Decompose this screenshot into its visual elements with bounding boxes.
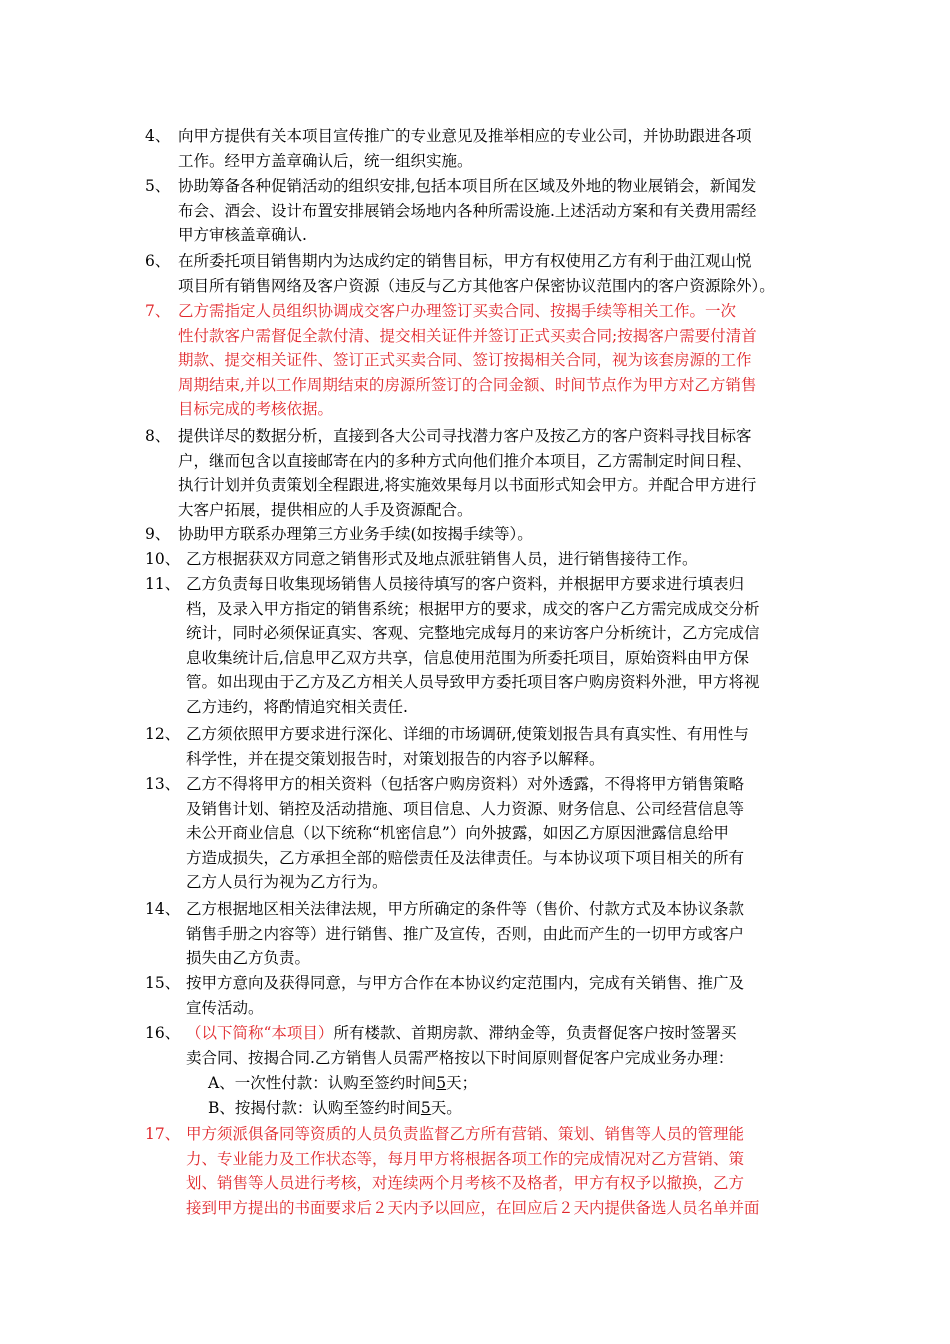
clause-text-line: 乙方违约，将酌情追究相关责任. <box>186 698 408 716</box>
clause-item <box>145 971 835 1020</box>
clause-item <box>145 897 835 971</box>
clause-text-line: 乙方不得将甲方的相关资料（包括客户购房资料）对外透露，不得将甲方销售策略 <box>186 775 745 793</box>
clause-text-line: 向甲方提供有关本项目宣传推广的专业意见及推举相应的专业公司，并协助跟进各项 <box>178 127 752 145</box>
clause-item <box>145 124 835 173</box>
clause-item <box>145 722 835 771</box>
clause-text-line: 管。如出现由于乙方及乙方相关人员导致甲方委托项目客户购房资料外泄，甲方将视 <box>186 673 760 692</box>
clause-text-line: 按甲方意向及获得同意，与甲方合作在本协议约定范围内，完成有关销售、推广及 <box>186 974 745 992</box>
clause-number: 4、 <box>145 127 171 145</box>
clause-text-line: 科学性，并在提交策划报告时，对策划报告的内容予以解释。 <box>186 749 605 768</box>
clause-number: 14、 <box>145 900 181 918</box>
clause-text-line: 目标完成的考核依据。 <box>178 400 334 419</box>
clause-text-line: 户，继而包含以直接邮寄在内的多种方式向他们推介本项目，乙方需制定时间日程、 <box>178 451 752 470</box>
clause-number: 12、 <box>145 725 181 743</box>
clause-text-line: 乙方负责每日收集现场销售人员接待填写的客户资料，并根据甲方要求进行填表归 <box>186 575 745 593</box>
sub-item-days: 5 <box>420 1099 431 1117</box>
clause-text-line: 宣传活动。 <box>186 998 264 1017</box>
sub-item-label: A、一次性付款：认购至签约时间 <box>208 1074 437 1092</box>
clause-item <box>145 572 835 720</box>
clause-item <box>145 174 835 248</box>
clause-text-line: 力、专业能力及工作状态等，每月甲方将根据各项工作的完成情况对乙方营销、策 <box>186 1149 745 1168</box>
clause-text-line: 乙方根据地区相关法律法规，甲方所确定的条件等（售价、付款方式及本协议条款 <box>186 900 745 918</box>
clause-number: 7、 <box>145 302 171 320</box>
clause-text-line: 期款、提交相关证件、签订正式买卖合同、签订按揭相关合同，视为该套房源的工作 <box>178 351 752 370</box>
clause-text-line: 接到甲方提出的书面要求后２天内予以回应，在回应后２天内提供备选人员名单并面 <box>186 1198 760 1217</box>
clause-number: 6、 <box>145 252 171 270</box>
clause-text-line: 及销售计划、销控及活动措施、项目信息、人力资源、财务信息、公司经营信息等 <box>186 799 745 818</box>
clause-number: 16、 <box>145 1024 181 1042</box>
sub-item-suffix: 天； <box>446 1074 478 1092</box>
sub-item-label: B、按揭付款：认购至签约时间 <box>208 1099 421 1117</box>
clause-item <box>145 547 835 572</box>
clause-text-line: 统计，同时必须保证真实、客观、完整地完成每月的来访客户分析统计，乙方完成信 <box>186 624 760 643</box>
clause-text-line: 档，及录入甲方指定的销售系统；根据甲方的要求，成交的客户乙方需完成成交分析 <box>186 599 760 618</box>
clause-text-line: 在所委托项目销售期内为达成约定的销售目标，甲方有权使用乙方有利于曲江观山悦 <box>178 252 752 270</box>
clause-text-line: 协助筹备各种促销活动的组织安排,包括本项目所在区域及外地的物业展销会，新闻发 <box>178 177 757 195</box>
clause-text-line: 乙方须依照甲方要求进行深化、详细的市场调研,使策划报告具有真实性、有用性与 <box>186 725 749 743</box>
clause-text-line: 划、销售等人员进行考核，对连续两个月考核不及格者，甲方有权予以撤换，乙方 <box>186 1174 745 1193</box>
clause-text-line: 未公开商业信息（以下统称“机密信息”）向外披露，如因乙方原因泄露信息给甲 <box>186 824 729 843</box>
clause-text: 所有楼款、首期房款、滞纳金等，负责督促客户按时签署买 <box>333 1024 737 1042</box>
clause-text-line: 协助甲方联系办理第三方业务手续(如按揭手续等）。 <box>178 525 533 543</box>
clause-item <box>145 299 835 422</box>
clause-item <box>145 424 835 522</box>
clause-item <box>145 1021 835 1070</box>
clause-text-line: 方造成损失，乙方承担全部的赔偿责任及法律责任。与本协议项下项目相关的所有 <box>186 848 745 867</box>
clause-lead-red: （以下简称“本项目） <box>186 1024 334 1042</box>
clause-text-line: 布会、酒会、设计布置安排展销会场地内各种所需设施.上述活动方案和有关费用需经 <box>178 201 757 220</box>
clause-item <box>145 522 835 547</box>
clause-item <box>145 249 835 298</box>
clause-text-line <box>186 1021 736 1046</box>
clause-text-line: 性付款客户需督促全款付清、提交相关证件并签订正式买卖合同;按揭客户需要付清首 <box>178 326 757 345</box>
clause-number: 10、 <box>145 550 181 568</box>
clause-text-line: 乙方需指定人员组织协调成交客户办理签订买卖合同、按揭手续等相关工作。一次 <box>178 302 737 320</box>
sub-item-suffix: 天。 <box>430 1099 462 1117</box>
sub-item <box>208 1071 477 1096</box>
clause-text-line: 工作。经甲方盖章确认后，统一组织实施。 <box>178 151 473 170</box>
clause-text-line: 息收集统计后,信息甲乙双方共享，信息使用范围为所委托项目，原始资料由甲方保 <box>186 648 749 667</box>
clause-text-line: 损失由乙方负责。 <box>186 949 311 968</box>
clause-text-line: 销售手册之内容等）进行销售、推广及宣传，否则，由此而产生的一切甲方或客户 <box>186 924 745 943</box>
clause-item <box>145 1122 835 1220</box>
clause-text-line: 大客户拓展，提供相应的人手及资源配合。 <box>178 500 473 519</box>
clause-text-line: 乙方人员行为视为乙方行为。 <box>186 873 388 892</box>
clause-text-line: 甲方须派俱备同等资质的人员负责监督乙方所有营销、策划、销售等人员的管理能 <box>186 1125 745 1143</box>
clause-item <box>145 772 835 895</box>
clause-number: 8、 <box>145 427 171 445</box>
clause-text-line: 项目所有销售网络及客户资源（违反与乙方其他客户保密协议范围内的客户资源除外）。 <box>178 276 775 295</box>
clause-number: 13、 <box>145 775 181 793</box>
clause-text-line: 卖合同、按揭合同.乙方销售人员需严格按以下时间原则督促客户完成业务办理： <box>186 1048 734 1067</box>
clause-number: 5、 <box>145 177 171 195</box>
clause-text-line: 执行计划并负责策划全程跟进,将实施效果每月以书面形式知会甲方。并配合甲方进行 <box>178 476 757 495</box>
clause-text-line: 周期结束,并以工作周期结束的房源所签订的合同金额、时间节点作为甲方对乙方销售 <box>178 375 757 394</box>
sub-item-days: 5 <box>436 1074 447 1092</box>
clause-text-line: 提供详尽的数据分析，直接到各大公司寻找潜力客户及按乙方的客户资料寻找目标客 <box>178 427 752 445</box>
clause-number: 15、 <box>145 974 181 992</box>
sub-item <box>208 1096 462 1121</box>
clause-number: 9、 <box>145 525 171 543</box>
clause-number: 11、 <box>145 575 181 593</box>
clause-text-line: 乙方根据获双方同意之销售形式及地点派驻销售人员，进行销售接待工作。 <box>186 550 698 568</box>
clause-text-line: 甲方审核盖章确认. <box>178 226 307 245</box>
clause-number: 17、 <box>145 1125 181 1143</box>
